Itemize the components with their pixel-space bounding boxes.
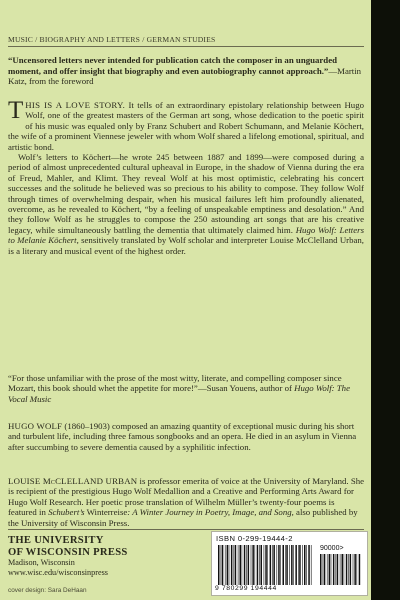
bio-text: (1860–1903) composed an amazing quantity of exceptional music during his short and turbulent life, including three famous songbooks and an opera. He died in an asylum in Vienna after succumbing to severe dementia caused by a syphilitic infection. bbox=[8, 421, 357, 452]
spine-edge bbox=[371, 0, 400, 600]
bio-translator bbox=[8, 476, 364, 528]
barcode bbox=[211, 531, 368, 596]
book-title: Hugo Wolf: Letters to Melanie Köchert bbox=[8, 224, 364, 246]
cited-title: Hugo Wolf: The Vocal Music bbox=[8, 383, 350, 404]
description-paragraph-2 bbox=[8, 152, 364, 256]
quote-text: “Uncensored letters never intended for publication catch the composer in an unguarded moment, and offer insight that biography and even autobiography cannot approach.” bbox=[8, 55, 337, 76]
isbn-label: ISBN 0-299-19444-2 bbox=[216, 534, 293, 543]
bio-text: is professor emerita of voice at the University of Maryland. She is recipient of the prestigious Hugo Wolf Medallion and a Creative and Performing Arts Award for Hugo Wolf Research. Her poetic prose translation of Wilhelm Müller’s twenty-four poems is featured in bbox=[8, 476, 365, 518]
drop-cap: T bbox=[8, 97, 24, 124]
publisher-name-line-1: THE UNIVERSITY bbox=[8, 535, 104, 546]
book-description bbox=[8, 97, 364, 256]
divider bbox=[8, 46, 364, 47]
paragraph-text: Wolf’s letters to Köchert—he wrote 245 between 1887 and 1899—were composed during a period of almost unprecedented cultural upheaval in Europe, in the shadow of Vienna during the era of Freud, Mahler, and Klimt. They reveal Wolf at his most optimistic, celebrating his concert successes and the solitude he believed was so precious to his ability to compose. They follow Wolf through times of overwhelming despair, when his musical failures left him profoundly alienated, overcome, as he revealed to Köchert, “by a feeling of unspeakable emptiness and desolation.” And they follow Wolf as he struggles to compose the 250 astounding art songs that are his creative legacy, while simultaneously battling the dementia that ultimately claimed him. bbox=[8, 152, 364, 235]
publisher-url: www.wisc.edu/wisconsinpress bbox=[8, 567, 108, 577]
addon-barcode-bars bbox=[320, 554, 362, 585]
divider bbox=[8, 529, 364, 530]
quote-text: “For those unfamiliar with the prose of the most witty, literate, and compelling composer since Mozart, this book should whet the appetite for more!” bbox=[8, 373, 342, 394]
price-code: 90000> bbox=[320, 545, 344, 552]
bio-name: LOUISE McCLELLAND URBAN bbox=[8, 476, 138, 486]
bio-text: , also published by the University of Wisconsin Press. bbox=[8, 507, 358, 528]
paragraph-text: It tells of an extraordinary epistolary relationship between Hugo Wolf, one of the greatest masters of the German art song, whose dedication to the poetic spirit of his music was equaled only by Franz Schubert and Robert Schumann, and Melanie Köchert, the wife of a prominent Viennese jeweler with whom Wolf shared a lifelong emotional, spiritual, and artistic bond. bbox=[8, 100, 364, 152]
lead-in: HIS IS A LOVE STORY. bbox=[25, 100, 126, 110]
cover-credit: cover design: Sara DeHaan bbox=[8, 587, 87, 594]
endorsement-quote-youens bbox=[8, 373, 364, 404]
quote-attribution: —Susan Youens, author of bbox=[197, 383, 295, 394]
cited-title: : A Winter Journey in Poetry, Image, and Song bbox=[127, 507, 292, 518]
paragraph-text: , sensitively translated by Wolf scholar and interpreter Louise McClelland Urban, is a literary and musical event of the highest order. bbox=[8, 235, 364, 256]
ean-digits: 9 780299 194444 bbox=[215, 585, 277, 592]
quote-attribution: —Martin Katz, from the foreword bbox=[8, 65, 362, 87]
publisher-city: Madison, Wisconsin bbox=[8, 558, 75, 567]
endorsement-quote-katz bbox=[8, 55, 364, 87]
bio-name: HUGO WOLF bbox=[8, 421, 63, 431]
cited-title: Schubert’s bbox=[48, 507, 85, 518]
publisher-block bbox=[8, 535, 208, 577]
ean-barcode-bars bbox=[218, 545, 313, 585]
bio-hugo-wolf bbox=[8, 421, 364, 452]
cited-title: Winterreise bbox=[84, 507, 128, 518]
publisher-name-line-2: OF WISCONSIN PRESS bbox=[8, 546, 128, 558]
description-paragraph-1 bbox=[8, 97, 364, 152]
category-line: MUSIC / BIOGRAPHY AND LETTERS / GERMAN STUDIES bbox=[8, 35, 216, 44]
